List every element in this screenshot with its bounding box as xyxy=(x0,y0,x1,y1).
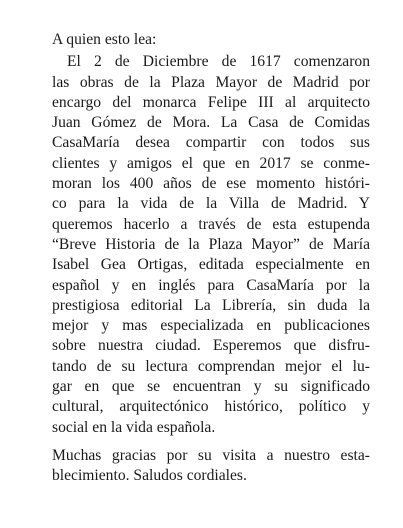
text-line: Juan Gómez de Mora. La Casa de Comidas xyxy=(52,114,370,132)
text-line: español y en inglés para CasaMaría por la xyxy=(52,276,370,294)
paragraph-2 xyxy=(52,446,370,487)
salutation: A quien esto lea: xyxy=(52,31,157,48)
text-line: clientes y amigos el que en 2017 se conme- xyxy=(52,154,370,172)
text-line: mejor y mas especializada en publicaciones xyxy=(52,317,370,335)
text-line: co para la vida de la Villa de Madrid. Y xyxy=(52,195,370,213)
text-line: El 2 de Diciembre de 1617 comenzaron xyxy=(67,53,370,71)
text-line: tando de su lectura comprendan mejor el lu- xyxy=(52,357,370,375)
paragraph-spacer xyxy=(52,438,370,446)
text-line: moran los 400 años de ese momento históri- xyxy=(52,175,370,193)
text-line: prestigiosa editorial La Librería, sin duda la xyxy=(52,296,370,314)
text-line: queremos hacerlo a través de esta estupenda xyxy=(52,215,370,233)
text-line: social en la vida española. xyxy=(52,418,216,436)
text-line: cultural, arquitectónico histórico, político y xyxy=(52,398,370,416)
text-line: gar en que se encuentran y su significado xyxy=(52,378,370,396)
text-line: CasaMaría desea compartir con todos sus xyxy=(52,134,370,152)
paragraph-1 xyxy=(52,52,370,438)
text-line: Muchas gracias por su visita a nuestro esta- xyxy=(52,446,370,464)
text-line: “Breve Historia de la Plaza Mayor” de María xyxy=(52,235,370,253)
text-line: las obras de la Plaza Mayor de Madrid por xyxy=(52,73,370,91)
letter-body xyxy=(52,30,370,487)
text-line: sobre nuestra ciudad. Esperemos que disfru- xyxy=(52,337,370,355)
text-line: encargo del monarca Felipe III al arquitecto xyxy=(52,93,370,111)
text-line: Isabel Gea Ortigas, editada especialmente en xyxy=(52,256,370,274)
text-line: blecimiento. Saludos cordiales. xyxy=(52,467,247,485)
